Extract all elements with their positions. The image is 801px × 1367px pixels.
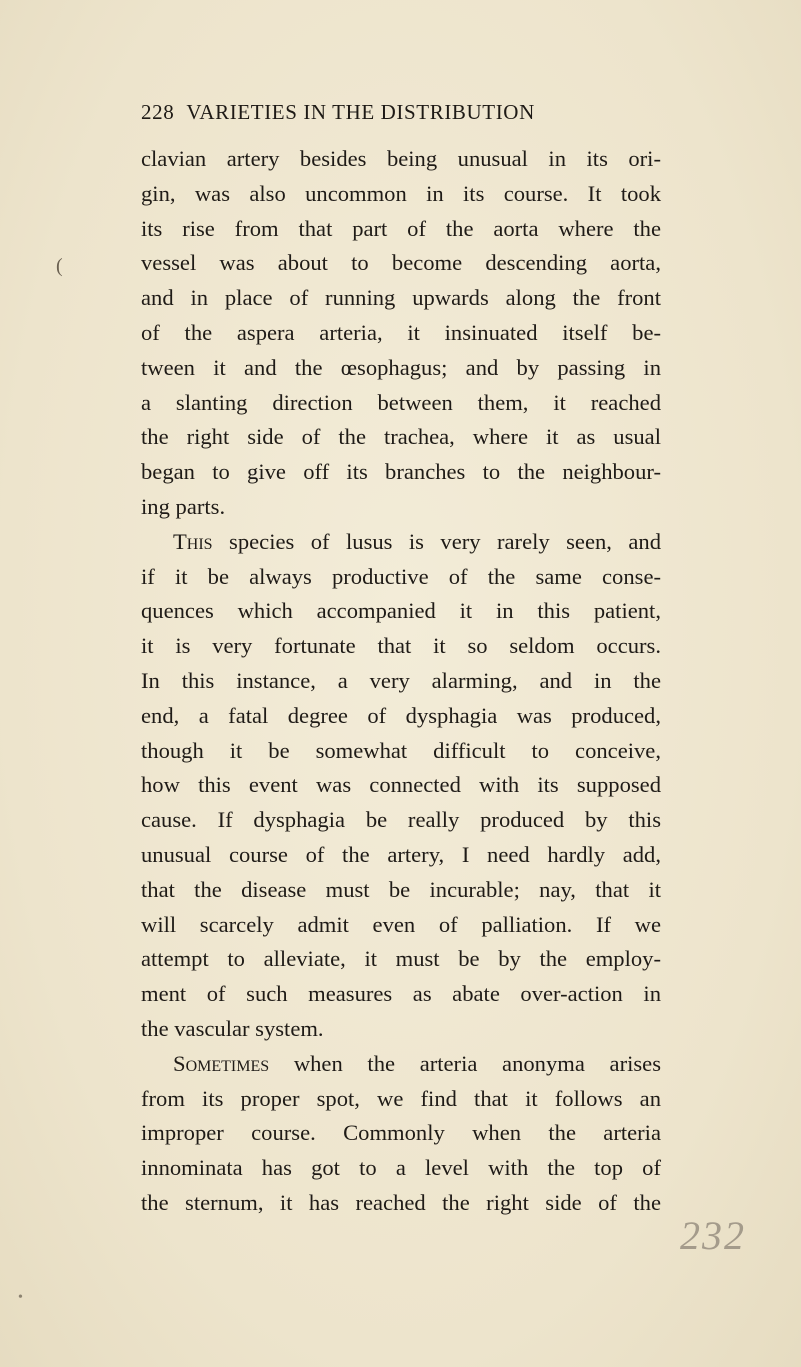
text-fragment: when the arteria anonyma arises <box>293 1050 661 1076</box>
margin-mark: ( <box>56 255 63 277</box>
text-line: attempt to alleviate, it must be by the employ- <box>141 946 661 972</box>
text-line: the right side of the trachea, where it as usual <box>141 424 661 450</box>
text-line: of the aspera arteria, it insinuated itself be- <box>141 319 661 345</box>
text-line: from its proper spot, we find that it follows an <box>141 1085 661 1111</box>
text-line: how this event was connected with its supposed <box>141 772 661 798</box>
text-line: though it be somewhat difficult to conceive, <box>141 737 661 763</box>
body-text <box>141 142 661 1221</box>
text-line: cause. If dysphagia be really produced by this <box>141 807 661 833</box>
text-line: gin, was also uncommon in its course. It took <box>141 180 661 206</box>
text-line: ing parts. <box>141 493 226 519</box>
running-title: VARIETIES IN THE DISTRIBUTION <box>186 100 535 124</box>
text-line: the vascular system. <box>141 1015 324 1041</box>
text-line: improper course. Commonly when the arteria <box>141 1120 661 1146</box>
text-line: and in place of running upwards along the front <box>141 285 661 311</box>
paragraph-lead-word: This <box>173 528 213 554</box>
text-line: innominata has got to a level with the top of <box>141 1155 661 1181</box>
page-number: 228 <box>141 100 175 124</box>
paragraph-first-line <box>141 1047 661 1082</box>
text-line: it is very fortunate that it so seldom occurs. <box>141 633 661 659</box>
text-line: ment of such measures as abate over-action in <box>141 981 661 1007</box>
text-line: quences which accompanied it in this patient, <box>141 598 661 624</box>
corner-mark: • <box>18 1290 23 1305</box>
text-line: began to give off its branches to the neighbour- <box>141 459 661 485</box>
pencil-annotation: 232 <box>680 1213 746 1258</box>
paragraph-lead-word: Sometimes <box>173 1050 270 1076</box>
text-line: vessel was about to become descending aorta, <box>141 250 661 276</box>
text-line: end, a fatal degree of dysphagia was produced, <box>141 702 661 728</box>
paragraph-first-line <box>141 525 661 560</box>
text-line: In this instance, a very alarming, and in the <box>141 667 661 693</box>
text-line: will scarcely admit even of palliation. If we <box>141 911 661 937</box>
text-line: clavian artery besides being unusual in its ori- <box>141 146 661 171</box>
text-line: its rise from that part of the aorta where the <box>141 215 661 241</box>
text-fragment: species of lusus is very rarely seen, and <box>229 528 661 554</box>
text-line: unusual course of the artery, I need hardly add, <box>141 841 661 867</box>
text-line: tween it and the œsophagus; and by passing in <box>141 354 661 380</box>
text-line: the sternum, it has reached the right side of the <box>141 1189 661 1215</box>
running-header <box>141 100 661 125</box>
text-line: a slanting direction between them, it reached <box>141 389 661 415</box>
text-line: that the disease must be incurable; nay, that it <box>141 876 661 902</box>
text-line: if it be always productive of the same conse- <box>141 563 661 589</box>
